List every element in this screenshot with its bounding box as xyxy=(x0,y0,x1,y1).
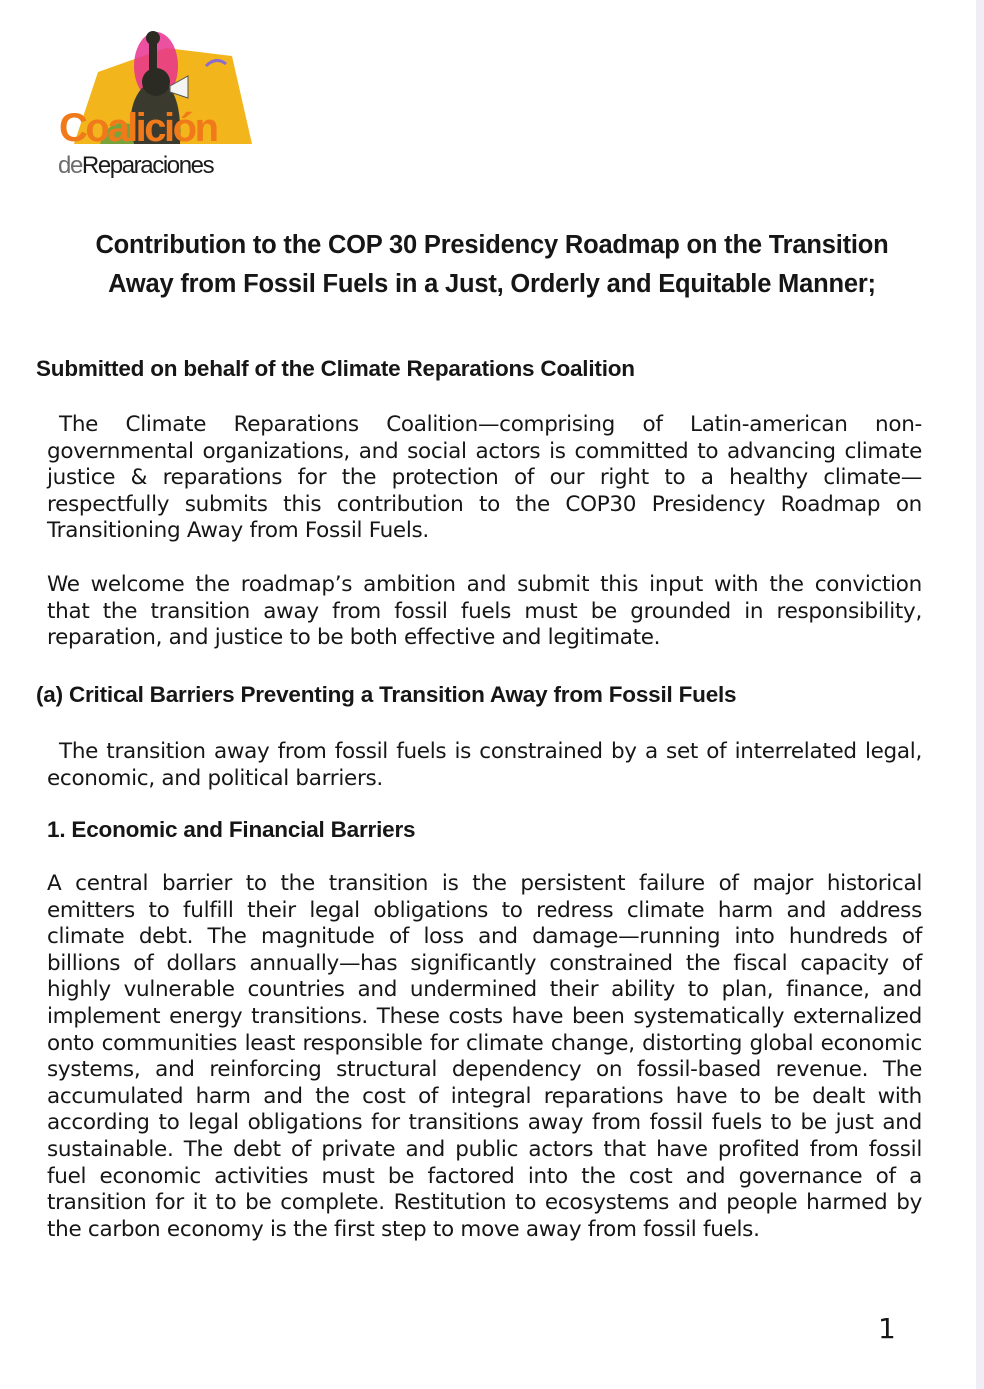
logo-word-reparaciones xyxy=(58,152,213,180)
title-line-1: Contribution to the COP 30 Presidency Roadmap on the Transition xyxy=(95,231,889,259)
scrollbar-track[interactable] xyxy=(976,0,984,1389)
document-title xyxy=(30,226,954,304)
logo-word-main: Reparaciones xyxy=(81,152,214,179)
title-line-2: Away from Fossil Fuels in a Just, Orderly and Equitable Manner; xyxy=(108,270,876,298)
coalition-logo xyxy=(56,26,256,186)
subsection-1-paragraph: A central barrier to the transition is the persistent failure of major historical emitters to fulfill their legal obligations to redress climate harm and address climate debt. The magnitude of loss and damage—running into hundreds of billions of dollars annually—has significantly constrained the fiscal capacity of highly vulnerable countries and undermined their ability to plan, finance, and implement energy transitions. These costs have been systematically externalized onto communities least responsible for climate change, distorting global economic systems, and reinforcing structural dependency on fossil-based revenue. The accumulated harm and the cost of integral reparations have to be dealt with according to legal obligations for transitions away from fossil fuels to be just and sustainable. The debt of private and public actors that have profited from fossil fuel economic activities must be factored into the cost and governance of a transition for it to be complete. Restitution to ecosystems and people harmed by the carbon economy is the first step to move away from fossil fuels. xyxy=(47,871,922,1242)
welcome-paragraph: We welcome the roadmap’s ambition and submit this input with the conviction that the transition away from fossil fuels must be grounded in responsibility, reparation, and justice to be both effective and legitimate. xyxy=(47,572,922,651)
page-number: 1 xyxy=(878,1312,896,1345)
section-a-paragraph: The transition away from fossil fuels is constrained by a set of interrelated legal, economic, and political barriers. xyxy=(47,739,922,791)
submitted-heading: Submitted on behalf of the Climate Reparations Coalition xyxy=(36,356,635,381)
section-a-heading: (a) Critical Barriers Preventing a Transition Away from Fossil Fuels xyxy=(36,682,737,707)
logo-word-coalicion: Coalición xyxy=(59,106,217,150)
subsection-1-heading: 1. Economic and Financial Barriers xyxy=(47,817,416,842)
logo-word-de: de xyxy=(58,152,82,179)
intro-paragraph: The Climate Reparations Coalition—comprising of Latin-american non-governmental organizations, and social actors is committed to advancing climate justice & reparations for the protection of our right to a healthy climate—respectfully submits this contribution to the COP30 Presidency Roadmap on Transitioning Away from Fossil Fuels. xyxy=(47,412,922,544)
